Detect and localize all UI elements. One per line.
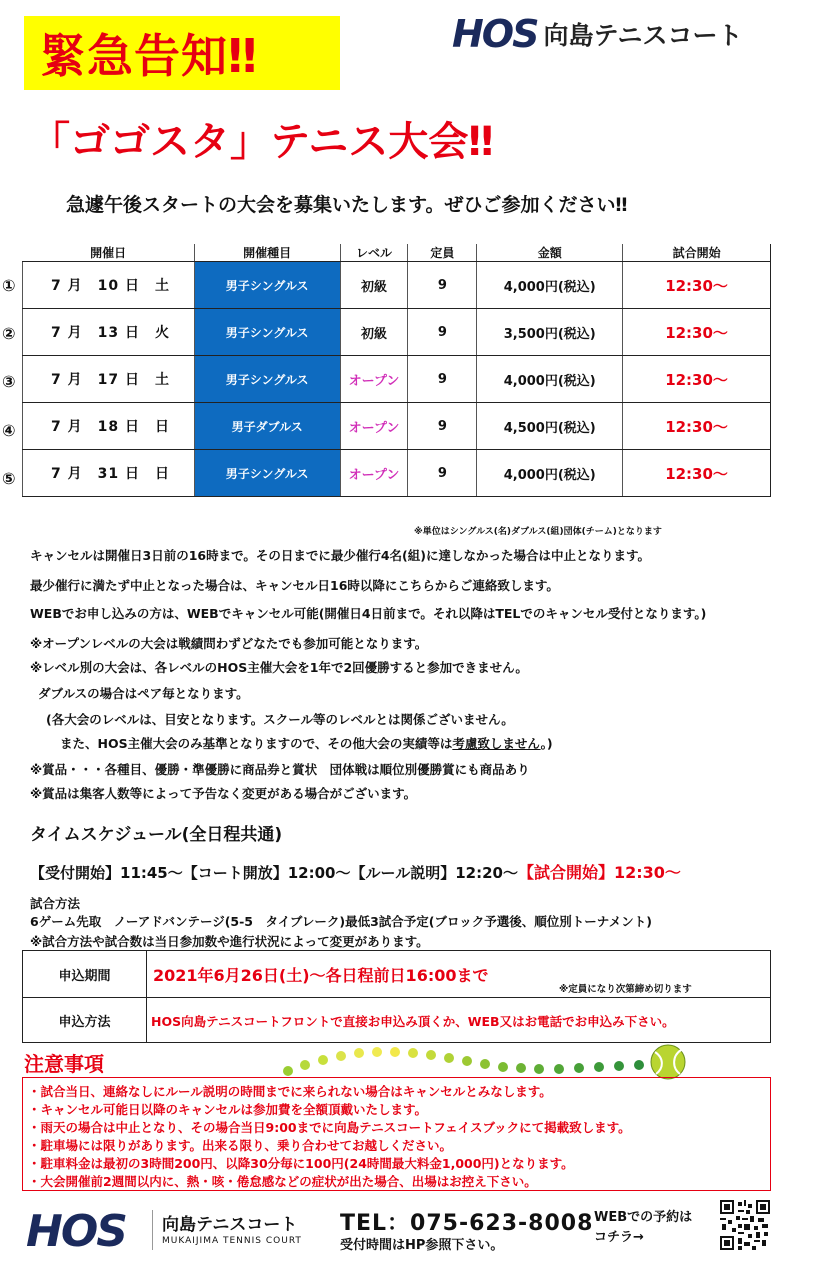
header-level: レベル bbox=[340, 244, 408, 262]
note-prizes: ※賞品・・・各種目、優勝・準優勝に商品券と賞状 団体戦は順位別優勝賞にも商品あり bbox=[30, 762, 530, 777]
header-start: 試合開始 bbox=[623, 244, 771, 262]
period-value: 2021年6月26日(土)～各日程前日16:00まで bbox=[153, 966, 489, 985]
cell-price: 3,500円(税込) bbox=[477, 309, 623, 356]
note-web-cancel: WEBでお申し込みの方は、WEBでキャンセル可能(開催日4日前まで。それ以降はTELでのキャンセル受付となります。) bbox=[30, 606, 707, 621]
cell-type: 男子シングルス bbox=[194, 450, 340, 497]
caution-item: ・雨天の場合は中止となり、その場合当日9:00までに向島テニスコートフェイスブックにて掲載致します。 bbox=[28, 1120, 631, 1135]
cell-capacity: 9 bbox=[408, 262, 477, 309]
cell-price: 4,000円(税込) bbox=[477, 356, 623, 403]
note-level-guide: (各大会のレベルは、目安となります。スクール等のレベルとは関係ございません。 bbox=[46, 712, 514, 727]
footer-logo-name: 向島テニスコート bbox=[162, 1215, 298, 1235]
web-note-line2: コチラ→ bbox=[594, 1230, 644, 1245]
caution-title: 注意事項 bbox=[24, 1052, 104, 1076]
note-open-level: ※オープンレベルの大会は戦績問わずどなたでも参加可能となります。 bbox=[30, 636, 428, 651]
method-value: HOS向島テニスコートフロントで直接お申込み頂くか、WEB又はお電話でお申込み下さい。 bbox=[151, 1014, 675, 1029]
table-row bbox=[23, 403, 771, 450]
phone-number[interactable]: TEL：075-623-8008 bbox=[340, 1211, 594, 1236]
cell-level: 初級 bbox=[340, 262, 408, 309]
note-level-limit: ※レベル別の大会は、各レベルのHOS主催大会を1年で2回優勝すると参加できません。 bbox=[30, 660, 528, 675]
cell-type: 男子ダブルス bbox=[194, 403, 340, 450]
headline-title: 緊急告知‼ bbox=[40, 29, 258, 83]
timeschedule-start: 【試合開始】12:30～ bbox=[517, 863, 681, 882]
phone-hours-note: 受付時間はHP参照下さい。 bbox=[340, 1238, 504, 1253]
cell-type: 男子シングルス bbox=[194, 356, 340, 403]
timeschedule-title: タイムスケジュール(全日程共通) bbox=[30, 825, 283, 845]
method-label: 申込方法 bbox=[58, 1015, 111, 1030]
cell-level: オープン bbox=[340, 450, 408, 497]
cell-date: 7 月 13 日 火 bbox=[23, 309, 195, 356]
caution-item: ・駐車場には限りがあります。出来る限り、乗り合わせてお越しください。 bbox=[28, 1138, 453, 1153]
cell-type: 男子シングルス bbox=[194, 309, 340, 356]
caution-item: ・キャンセル可能日以降のキャンセルは参加費を全額頂戴いたします。 bbox=[28, 1102, 428, 1117]
cell-date: 7 月 18 日 日 bbox=[23, 403, 195, 450]
footer-divider bbox=[152, 1210, 153, 1250]
table-row bbox=[23, 262, 771, 309]
cell-price: 4,000円(税込) bbox=[477, 262, 623, 309]
cell-start: 12:30～ bbox=[623, 450, 771, 497]
qr-code-icon[interactable] bbox=[720, 1200, 770, 1250]
timeschedule-text: 【受付開始】11:45～【コート開放】12:00～【ルール説明】12:20～ bbox=[30, 864, 518, 882]
row-number: ⑤ bbox=[2, 469, 16, 488]
event-subtitle: 急遽午後スタートの大会を募集いたします。ぜひご参加ください‼ bbox=[66, 194, 628, 216]
row-number: ③ bbox=[2, 372, 16, 391]
row-number: ① bbox=[2, 276, 16, 295]
note-hos-standard-b: 考慮致しません bbox=[452, 736, 541, 751]
cell-price: 4,500円(税込) bbox=[477, 403, 623, 450]
cell-capacity: 9 bbox=[408, 450, 477, 497]
method-line2: ※試合方法や試合数は当日参加数や進行状況によって変更があります。 bbox=[30, 934, 429, 949]
note-hos-standard-c: 。) bbox=[540, 736, 553, 751]
table-header-row bbox=[23, 244, 771, 262]
web-note-line1: WEBでの予約は bbox=[594, 1210, 693, 1225]
note-hos-standard-a: また、HOS主催大会のみ基準となりますので、その他大会の実績等は bbox=[60, 736, 453, 751]
header-logo bbox=[452, 14, 743, 54]
header-capacity: 定員 bbox=[408, 244, 477, 262]
cell-date: 7 月 31 日 日 bbox=[23, 450, 195, 497]
event-title: 「ゴゴスタ」テニス大会‼ bbox=[30, 119, 494, 165]
unit-note: ※単位はシングルス(名)ダブルス(組)団体(チーム)となります bbox=[414, 527, 662, 537]
cell-level: 初級 bbox=[340, 309, 408, 356]
application-box bbox=[22, 950, 771, 1043]
note-hos-standard bbox=[60, 734, 553, 752]
cell-level: オープン bbox=[340, 403, 408, 450]
table-row bbox=[23, 309, 771, 356]
cell-start: 12:30～ bbox=[623, 356, 771, 403]
cell-start: 12:30～ bbox=[623, 309, 771, 356]
method-title: 試合方法 bbox=[30, 896, 81, 911]
caution-item: ・大会開催前2週間以内に、熱・咳・倦怠感などの症状が出た場合、出場はお控え下さい。 bbox=[28, 1174, 537, 1189]
timeschedule-line bbox=[30, 860, 681, 883]
period-note: ※定員になり次第締め切ります bbox=[559, 984, 692, 995]
cell-price: 4,000円(税込) bbox=[477, 450, 623, 497]
web-reservation-note bbox=[594, 1208, 692, 1248]
period-label: 申込期間 bbox=[58, 969, 111, 984]
cell-date: 7 月 17 日 土 bbox=[23, 356, 195, 403]
row-number: ② bbox=[2, 324, 16, 343]
header-price: 金額 bbox=[477, 244, 623, 262]
cell-capacity: 9 bbox=[408, 309, 477, 356]
cell-level: オープン bbox=[340, 356, 408, 403]
note-contact: 最少催行に満たず中止となった場合は、キャンセル日16時以降にこちらからご連絡致します。 bbox=[30, 578, 559, 593]
note-cancel: キャンセルは開催日3日前の16時まで。その日までに最少催行4名(組)に達しなかった場合は中止となります。 bbox=[30, 548, 650, 563]
row-number: ④ bbox=[2, 421, 16, 440]
caution-item: ・駐車料金は最初の3時間200円、以降30分毎に100円(24時間最大料金1,000円)となります。 bbox=[28, 1156, 574, 1171]
caution-item: ・試合当日、連絡なしにルール説明の時間までに来られない場合はキャンセルとみなします。 bbox=[28, 1084, 552, 1099]
cell-type: 男子シングルス bbox=[194, 262, 340, 309]
footer-logo-brand: HOS bbox=[26, 1206, 126, 1257]
logo-brand: HOS bbox=[452, 12, 538, 56]
cell-capacity: 9 bbox=[408, 356, 477, 403]
schedule-table bbox=[22, 244, 771, 497]
footer-logo-name-en: MUKAIJIMA TENNIS COURT bbox=[162, 1236, 302, 1246]
table-row bbox=[23, 356, 771, 403]
method-line1: 6ゲーム先取 ノーアドバンテージ(5-5 タイブレーク)最低3試合予定(ブロック予選後、順位別トーナメント) bbox=[30, 914, 652, 929]
table-row bbox=[23, 450, 771, 497]
cell-date: 7 月 10 日 土 bbox=[23, 262, 195, 309]
note-doubles: ダブルスの場合はペア毎となります。 bbox=[38, 686, 249, 701]
header-date: 開催日 bbox=[23, 244, 195, 262]
cell-start: 12:30～ bbox=[623, 262, 771, 309]
note-prizes-change: ※賞品は集客人数等によって予告なく変更がある場合がございます。 bbox=[30, 786, 417, 801]
cell-start: 12:30～ bbox=[623, 403, 771, 450]
header-type: 開催種目 bbox=[194, 244, 340, 262]
cell-capacity: 9 bbox=[408, 403, 477, 450]
tennis-ball-icon bbox=[650, 1044, 686, 1080]
logo-name: 向島テニスコート bbox=[543, 21, 743, 50]
